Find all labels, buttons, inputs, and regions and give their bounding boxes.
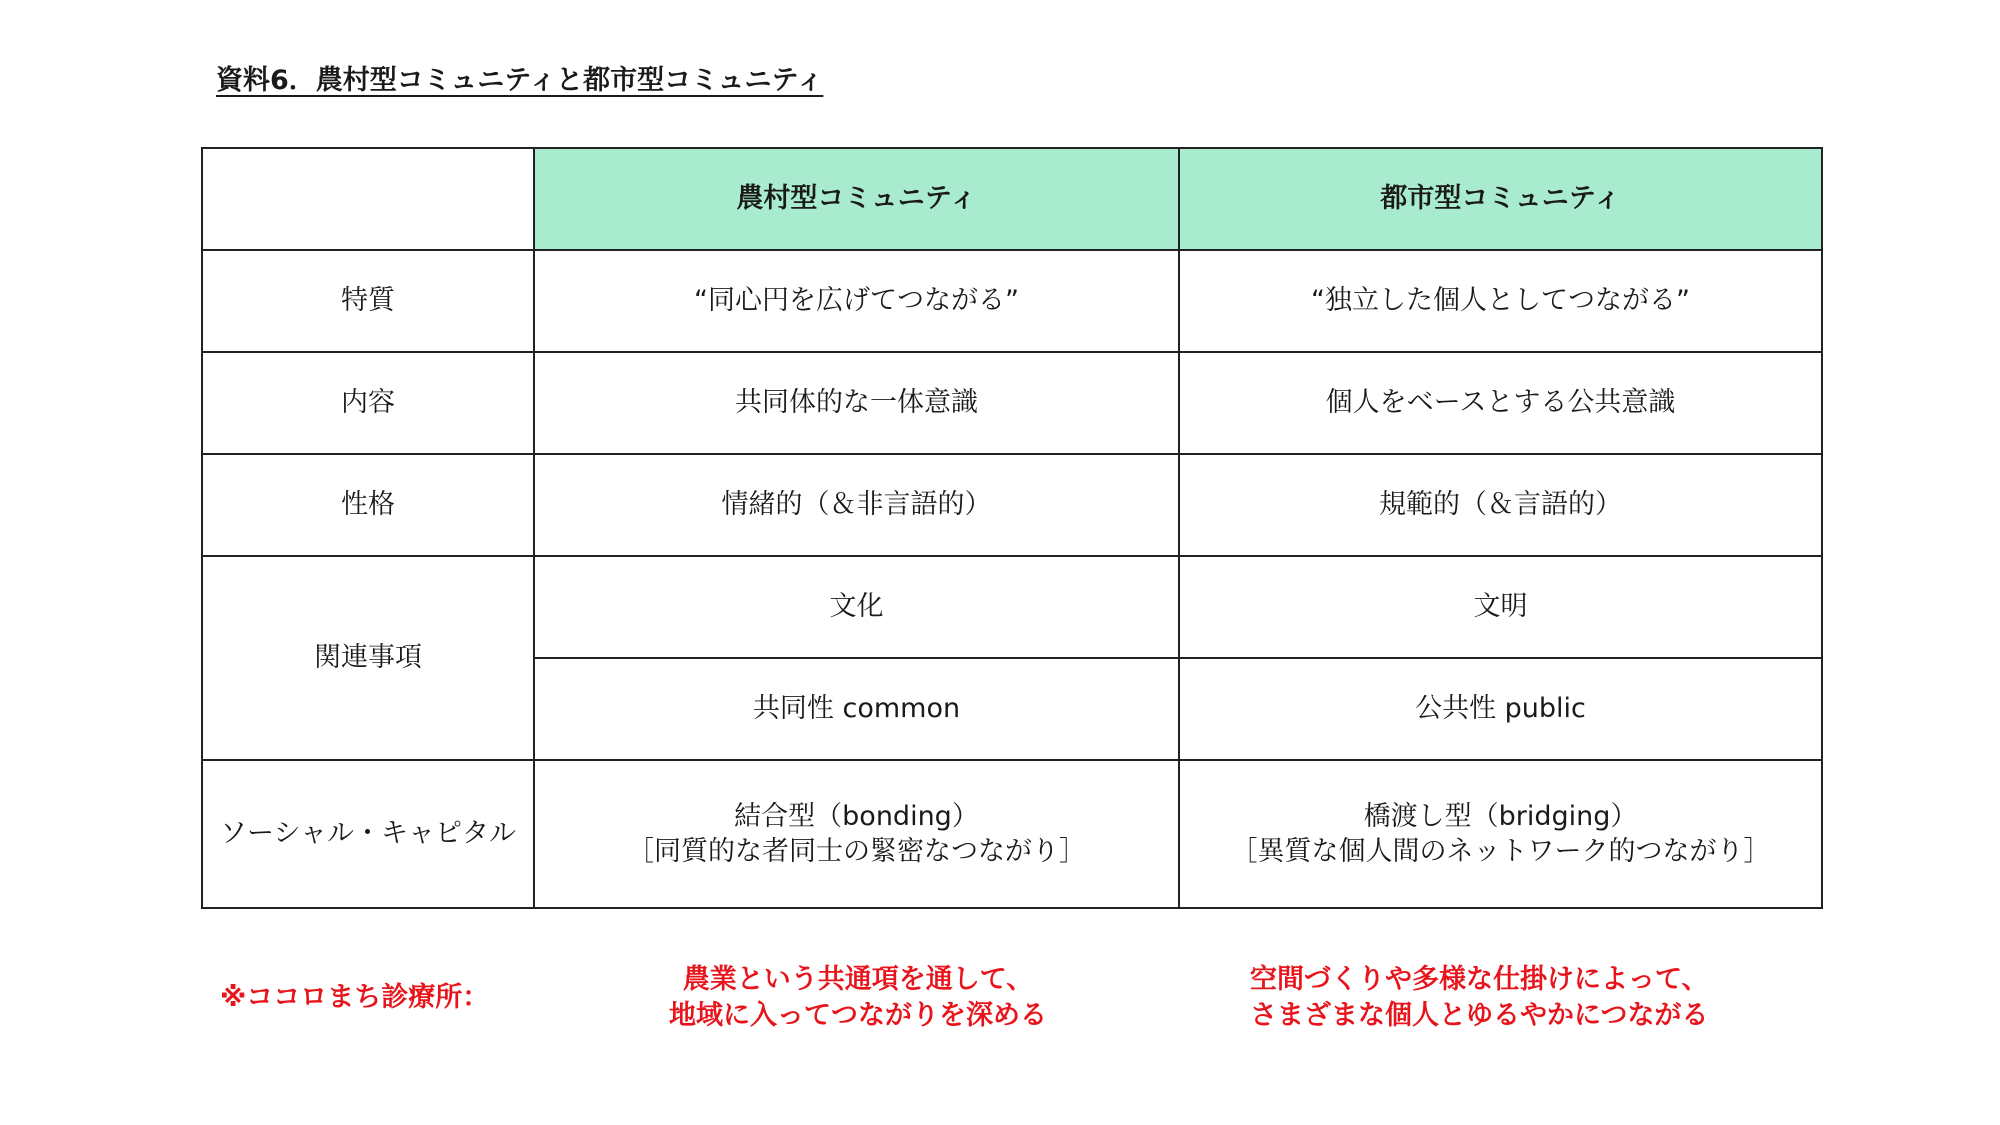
table-row-characteristic	[202, 250, 1822, 352]
header-rural-community: 農村型コミュニティ	[534, 148, 1179, 250]
cell-rural-nature: 情緒的（＆非言語的）	[534, 454, 1179, 556]
table-row-related-1	[202, 556, 1822, 658]
urban-social-capital-type: 橋渡し型（bridging）	[1363, 800, 1638, 832]
cell-urban-social-capital	[1179, 760, 1822, 908]
note-label: ※ココロまち診療所：	[220, 982, 490, 1013]
cell-rural-culture: 文化	[534, 556, 1179, 658]
comparison-table	[201, 147, 1823, 909]
cell-rural-social-capital	[534, 760, 1179, 908]
document-title: 資料6．農村型コミュニティと都市型コミュニティ	[216, 65, 824, 96]
cell-urban-nature: 規範的（＆言語的）	[1179, 454, 1822, 556]
cell-rural-content: 共同体的な一体意識	[534, 352, 1179, 454]
rural-social-capital-type: 結合型（bonding）	[734, 800, 979, 832]
row-label-characteristic: 特質	[202, 250, 534, 352]
table-row-nature	[202, 454, 1822, 556]
cell-rural-characteristic: “同心円を広げてつながる”	[534, 250, 1179, 352]
rural-social-capital-desc: ［同質的な者同士の緊密なつながり］	[627, 836, 1086, 867]
cell-rural-common: 共同性 common	[534, 658, 1179, 760]
note-rural	[648, 962, 1068, 1034]
urban-social-capital-desc: ［異質な個人間のネットワーク的つながり］	[1230, 836, 1771, 867]
row-label-related: 関連事項	[202, 556, 534, 760]
note-rural-line1: 農業という共通項を通して、	[682, 964, 1034, 995]
cell-urban-content: 個人をベースとする公共意識	[1179, 352, 1822, 454]
table-header-row	[202, 148, 1822, 250]
row-label-social-capital: ソーシャル・キャピタル	[202, 760, 534, 908]
note-urban-line1: 空間づくりや多様な仕掛けによって、	[1250, 964, 1709, 995]
cell-urban-public: 公共性 public	[1179, 658, 1822, 760]
header-empty-cell	[202, 148, 534, 250]
note-rural-line2: 地域に入ってつながりを深める	[669, 1000, 1047, 1031]
cell-urban-characteristic: “独立した個人としてつながる”	[1179, 250, 1822, 352]
row-label-nature: 性格	[202, 454, 534, 556]
table-row-content	[202, 352, 1822, 454]
header-urban-community: 都市型コミュニティ	[1179, 148, 1822, 250]
cell-urban-civilization: 文明	[1179, 556, 1822, 658]
table-row-social-capital	[202, 760, 1822, 908]
row-label-content: 内容	[202, 352, 534, 454]
note-urban-line2: さまざまな個人とゆるやかにつながる	[1250, 1000, 1709, 1031]
note-urban	[1250, 962, 1708, 1034]
